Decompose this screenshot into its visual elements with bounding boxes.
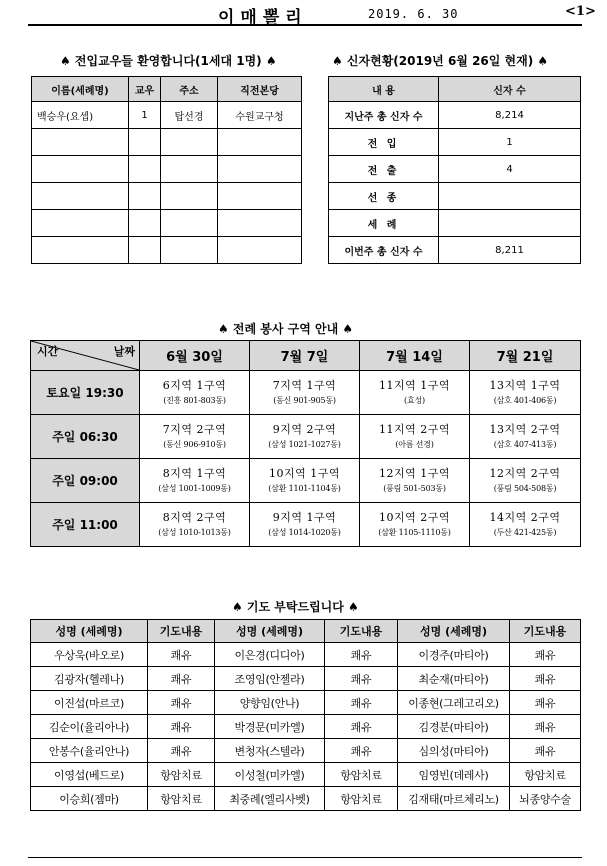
mass-time: 주일 11:00 — [31, 503, 140, 547]
stat-value: 8,214 — [439, 102, 581, 129]
prayer-intention: 항암치료 — [325, 787, 398, 811]
column-header: 성명 (세례명) — [215, 620, 325, 643]
schedule-cell — [140, 415, 250, 459]
zone-detail: (진흥 801-803동) — [163, 395, 226, 405]
table-cell: 1 — [129, 102, 161, 129]
mass-time: 주일 06:30 — [31, 415, 140, 459]
stat-label: 지난주 총 신자 수 — [329, 102, 439, 129]
date-header: 6월 30일 — [140, 341, 250, 371]
schedule-cell — [360, 503, 470, 547]
zone-label: 7지역 1구역 — [272, 379, 337, 393]
stat-value — [439, 183, 581, 210]
zone-label: 8지역 1구역 — [162, 467, 227, 481]
table-cell — [218, 210, 302, 237]
person-name: 이경주(마티아) — [398, 643, 510, 667]
person-name: 김광자(헬레나) — [31, 667, 148, 691]
prayer-intention: 쾌유 — [325, 691, 398, 715]
stat-label: 선 종 — [329, 183, 439, 210]
person-name: 김재태(마르체리노) — [398, 787, 510, 811]
table-row — [329, 183, 581, 210]
newcomers-title: ♠ 전입교우들 환영합니다(1세대 1명) ♠ — [60, 54, 277, 68]
zone-detail: (아름 선경) — [395, 439, 434, 449]
table-row — [31, 667, 581, 691]
table-row — [31, 371, 581, 415]
table-row — [32, 210, 302, 237]
table-cell — [129, 237, 161, 264]
prayer-intention: 항암치료 — [510, 763, 581, 787]
prayer-intention: 항암치료 — [148, 787, 215, 811]
column-header: 직전본당 — [218, 77, 302, 102]
prayer-intention: 쾌유 — [510, 643, 581, 667]
schedule-cell — [470, 415, 581, 459]
mass-time: 주일 09:00 — [31, 459, 140, 503]
person-name: 이종현(그레고리오) — [398, 691, 510, 715]
table-row — [31, 691, 581, 715]
person-name: 김경분(마티아) — [398, 715, 510, 739]
zone-label: 9지역 1구역 — [272, 511, 337, 525]
table-row — [31, 715, 581, 739]
prayer-intention: 쾌유 — [148, 739, 215, 763]
table-cell: 수원교구청 — [218, 102, 302, 129]
zone-detail: (삼호 401-406동) — [493, 395, 557, 405]
table-cell — [218, 156, 302, 183]
prayer-intention: 쾌유 — [325, 715, 398, 739]
stats-title: ♠ 신자현황(2019년 6월 26일 현재) ♠ — [332, 54, 549, 68]
prayer-intention: 쾌유 — [325, 667, 398, 691]
zone-label: 12지역 1구역 — [379, 467, 450, 481]
table-cell — [32, 183, 129, 210]
table-cell — [129, 156, 161, 183]
schedule-title: ♠ 전례 봉사 구역 안내 ♠ — [218, 322, 354, 336]
table-cell — [32, 237, 129, 264]
date-header: 7월 21일 — [470, 341, 581, 371]
prayer-intention: 쾌유 — [148, 715, 215, 739]
column-header: 기도내용 — [510, 620, 581, 643]
zone-label: 11지역 1구역 — [379, 379, 450, 393]
table-row — [32, 102, 302, 129]
date-header: 7월 14일 — [360, 341, 470, 371]
table-cell — [218, 237, 302, 264]
prayer-intention: 쾌유 — [510, 715, 581, 739]
zone-detail: (풍림 501-503동) — [383, 483, 446, 493]
prayer-intention: 쾌유 — [148, 691, 215, 715]
zone-detail: (삼성 1001-1009동) — [158, 483, 231, 493]
table-cell — [161, 129, 218, 156]
prayer-intention: 쾌유 — [510, 739, 581, 763]
person-name: 양향임(안나) — [215, 691, 325, 715]
stat-value: 4 — [439, 156, 581, 183]
schedule-cell — [140, 459, 250, 503]
table-row — [32, 237, 302, 264]
stat-label: 이번주 총 신자 수 — [329, 237, 439, 264]
person-name: 최순재(마티아) — [398, 667, 510, 691]
corner-time-label: 시간 — [37, 345, 59, 358]
schedule-cell — [360, 371, 470, 415]
table-cell — [218, 183, 302, 210]
zone-label: 11지역 2구역 — [379, 423, 450, 437]
prayer-request-table — [30, 619, 581, 811]
table-cell: 탑선경 — [161, 102, 218, 129]
table-row — [31, 787, 581, 811]
table-row — [31, 739, 581, 763]
person-name: 안봉수(율리안나) — [31, 739, 148, 763]
table-row — [329, 237, 581, 264]
zone-detail: (동신 906-910동) — [163, 439, 226, 449]
table-row — [31, 643, 581, 667]
schedule-cell — [250, 371, 360, 415]
table-row — [31, 503, 581, 547]
table-cell — [32, 156, 129, 183]
prayer-intention: 항암치료 — [148, 763, 215, 787]
prayer-intention: 뇌종양수술 — [510, 787, 581, 811]
schedule-cell — [250, 415, 360, 459]
schedule-cell — [360, 459, 470, 503]
zone-detail: (동신 901-905동) — [273, 395, 336, 405]
zone-label: 12지역 2구역 — [489, 467, 561, 481]
zone-detail: (삼환 1105-1110동) — [378, 527, 451, 537]
table-cell — [129, 183, 161, 210]
zone-label: 14지역 2구역 — [489, 511, 561, 525]
person-name: 김순이(율리아나) — [31, 715, 148, 739]
table-cell — [32, 210, 129, 237]
table-row — [32, 156, 302, 183]
table-row — [32, 129, 302, 156]
footer-divider — [28, 857, 582, 858]
zone-detail: (삼호 407-413동) — [493, 439, 557, 449]
table-cell — [32, 129, 129, 156]
zone-detail: (삼성 1021-1027동) — [268, 439, 341, 449]
person-name: 심의성(마티아) — [398, 739, 510, 763]
stat-value — [439, 210, 581, 237]
stat-value: 1 — [439, 129, 581, 156]
prayer-title: ♠ 기도 부탁드립니다 ♠ — [232, 600, 359, 614]
page-header — [28, 0, 596, 28]
bulletin-date: 2019. 6. 30 — [368, 7, 459, 21]
stat-label: 세 례 — [329, 210, 439, 237]
column-header: 내 용 — [329, 77, 439, 102]
column-header: 주소 — [161, 77, 218, 102]
prayer-intention: 쾌유 — [510, 667, 581, 691]
page-number: <1> — [565, 4, 596, 19]
person-name: 변청자(스텔라) — [215, 739, 325, 763]
column-header: 기도내용 — [148, 620, 215, 643]
person-name: 이영섭(베드로) — [31, 763, 148, 787]
schedule-cell — [140, 371, 250, 415]
column-header: 교우 — [129, 77, 161, 102]
stat-value: 8,211 — [439, 237, 581, 264]
prayer-intention: 항암치료 — [325, 763, 398, 787]
zone-label: 10지역 2구역 — [379, 511, 450, 525]
corner-header — [31, 341, 140, 371]
table-row — [329, 156, 581, 183]
person-name: 최중례(엘리사벳) — [215, 787, 325, 811]
table-header-row — [329, 77, 581, 102]
liturgy-schedule-table — [30, 340, 581, 547]
zone-detail: (삼환 1101-1104동) — [268, 483, 341, 493]
stat-label: 전 출 — [329, 156, 439, 183]
zone-detail: (풍림 504-508동) — [493, 483, 557, 493]
schedule-cell — [470, 459, 581, 503]
prayer-intention: 쾌유 — [325, 643, 398, 667]
table-row — [329, 129, 581, 156]
person-name: 임영빈(데레사) — [398, 763, 510, 787]
zone-label: 6지역 1구역 — [162, 379, 227, 393]
header-divider — [28, 24, 582, 26]
table-header-row — [31, 341, 581, 371]
column-header: 신자 수 — [439, 77, 581, 102]
table-row — [31, 459, 581, 503]
zone-detail: (두산 421-425동) — [493, 527, 557, 537]
schedule-cell — [470, 371, 581, 415]
zone-label: 9지역 2구역 — [272, 423, 337, 437]
prayer-intention: 쾌유 — [148, 643, 215, 667]
table-row — [32, 183, 302, 210]
column-header: 성명 (세례명) — [398, 620, 510, 643]
zone-label: 10지역 1구역 — [269, 467, 340, 481]
newcomers-table — [31, 76, 302, 264]
table-cell — [129, 129, 161, 156]
prayer-intention: 쾌유 — [325, 739, 398, 763]
schedule-cell — [470, 503, 581, 547]
schedule-cell — [140, 503, 250, 547]
table-cell — [161, 237, 218, 264]
corner-date-label: 날짜 — [113, 345, 135, 358]
table-row — [31, 415, 581, 459]
table-header-row — [32, 77, 302, 102]
table-row — [329, 210, 581, 237]
table-cell — [161, 156, 218, 183]
membership-stats-table — [328, 76, 581, 264]
table-header-row — [31, 620, 581, 643]
person-name: 이진섭(마르코) — [31, 691, 148, 715]
schedule-cell — [360, 415, 470, 459]
stat-label: 전 입 — [329, 129, 439, 156]
table-cell — [129, 210, 161, 237]
table-cell — [161, 183, 218, 210]
column-header: 기도내용 — [325, 620, 398, 643]
table-row — [329, 102, 581, 129]
person-name: 우상욱(바오로) — [31, 643, 148, 667]
mass-time: 토요일 19:30 — [31, 371, 140, 415]
zone-label: 13지역 2구역 — [489, 423, 561, 437]
schedule-cell — [250, 459, 360, 503]
person-name: 조영임(안젤라) — [215, 667, 325, 691]
zone-detail: (삼성 1014-1020동) — [268, 527, 341, 537]
table-cell — [161, 210, 218, 237]
table-row — [31, 763, 581, 787]
person-name: 박경문(미카엘) — [215, 715, 325, 739]
prayer-intention: 쾌유 — [510, 691, 581, 715]
table-cell: 백승우(요셉) — [32, 102, 129, 129]
person-name: 이승희(젬마) — [31, 787, 148, 811]
zone-label: 7지역 2구역 — [162, 423, 227, 437]
zone-label: 8지역 2구역 — [162, 511, 227, 525]
date-header: 7월 7일 — [250, 341, 360, 371]
prayer-intention: 쾌유 — [148, 667, 215, 691]
column-header: 이름(세례명) — [32, 77, 129, 102]
schedule-cell — [250, 503, 360, 547]
zone-label: 13지역 1구역 — [489, 379, 561, 393]
person-name: 이성철(미카엘) — [215, 763, 325, 787]
zone-detail: (삼성 1010-1013동) — [158, 527, 231, 537]
column-header: 성명 (세례명) — [31, 620, 148, 643]
zone-detail: (효성) — [404, 395, 425, 405]
table-cell — [218, 129, 302, 156]
bulletin-title: 이매뽈리 — [218, 8, 308, 28]
person-name: 이은경(디디아) — [215, 643, 325, 667]
